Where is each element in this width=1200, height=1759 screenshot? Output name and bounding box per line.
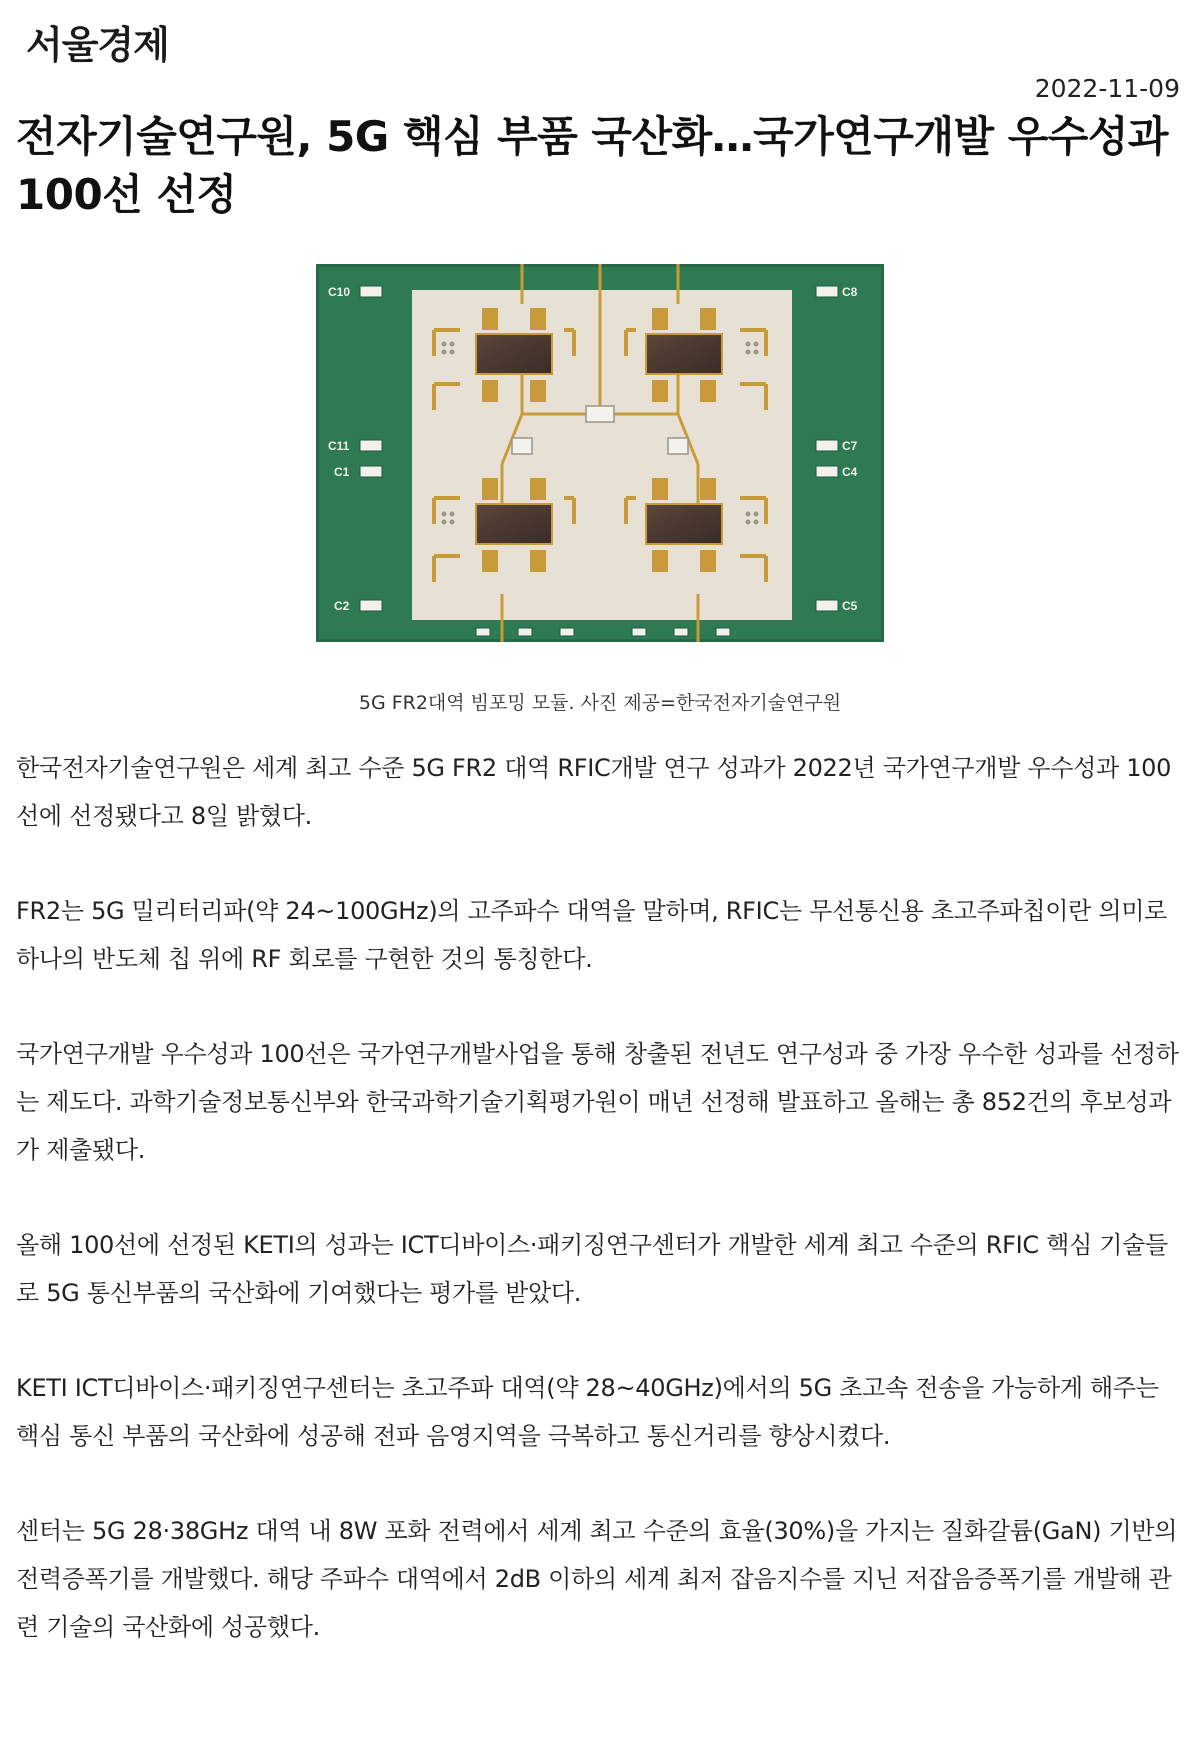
article-photo <box>316 264 884 642</box>
article-date: 2022-11-09 <box>1034 74 1180 103</box>
paragraph-5: KETI ICT디바이스·패키징연구센터는 초고주파 대역(약 28~40GHz)에서의 5G 초고속 전송을 가능하게 해주는 핵심 통신 부품의 국산화에 성공해 전파 음영지역을 극복하고 통신거리를 향상시켰다. <box>16 1374 1159 1450</box>
board-label-c1: C1 <box>334 465 350 479</box>
paragraph-2: FR2는 5G 밀리터리파(약 24~100GHz)의 고주파수 대역을 말하며, RFIC는 무선통신용 초고주파칩이란 의미로 하나의 반도체 칩 위에 RF 회로를 구현한 것의 통칭한다. <box>16 897 1168 973</box>
board-label-c7: C7 <box>842 439 858 453</box>
paragraph-4: 올해 100선에 선정된 KETI의 성과는 ICT디바이스·패키징연구센터가 개발한 세계 최고 수준의 RFIC 핵심 기술들로 5G 통신부품의 국산화에 기여했다는 평가를 받았다. <box>16 1231 1168 1307</box>
paragraph-6: 센터는 5G 28·38GHz 대역 내 8W 포화 전력에서 세계 최고 수준의 효율(30%)을 가지는 질화갈륨(GaN) 기반의 전력증폭기를 개발했다. 해당 주파수 대역에서 2dB 이하의 세계 최저 잡음지수를 지닌 저잡음증폭기를 개발해 관련 기술의 국산화에 성공했다. <box>16 1517 1178 1641</box>
masthead-logo[interactable]: 서울경제 <box>26 23 169 67</box>
article-headline: 전자기술연구원, 5G 핵심 부품 국산화…국가연구개발 우수성과 100선 선정 <box>16 112 1168 219</box>
paragraph-3: 국가연구개발 우수성과 100선은 국가연구개발사업을 통해 창출된 전년도 연구성과 중 가장 우수한 성과를 선정하는 제도다. 과학기술정보통신부와 한국과학기술기획평가원이 매년 선정해 발표하고 올해는 총 852건의 후보성과가 제출됐다. <box>16 1040 1179 1164</box>
board-label-c8: C8 <box>842 285 858 299</box>
board-label-c4: C4 <box>842 465 858 479</box>
substrate <box>412 290 792 620</box>
photo-caption: 5G FR2대역 빔포밍 모듈. 사진 제공=한국전자기술연구원 <box>358 692 842 714</box>
board-label-c11: C11 <box>328 439 350 453</box>
board-label-c10: C10 <box>328 285 351 299</box>
board-label-c5: C5 <box>842 599 858 613</box>
paragraph-1: 한국전자기술연구원은 세계 최고 수준 5G FR2 대역 RFIC개발 연구 성과가 2022년 국가연구개발 우수성과 100선에 선정됐다고 8일 밝혔다. <box>16 754 1172 830</box>
board-label-c2: C2 <box>334 599 350 613</box>
article-body <box>16 744 1188 1698</box>
